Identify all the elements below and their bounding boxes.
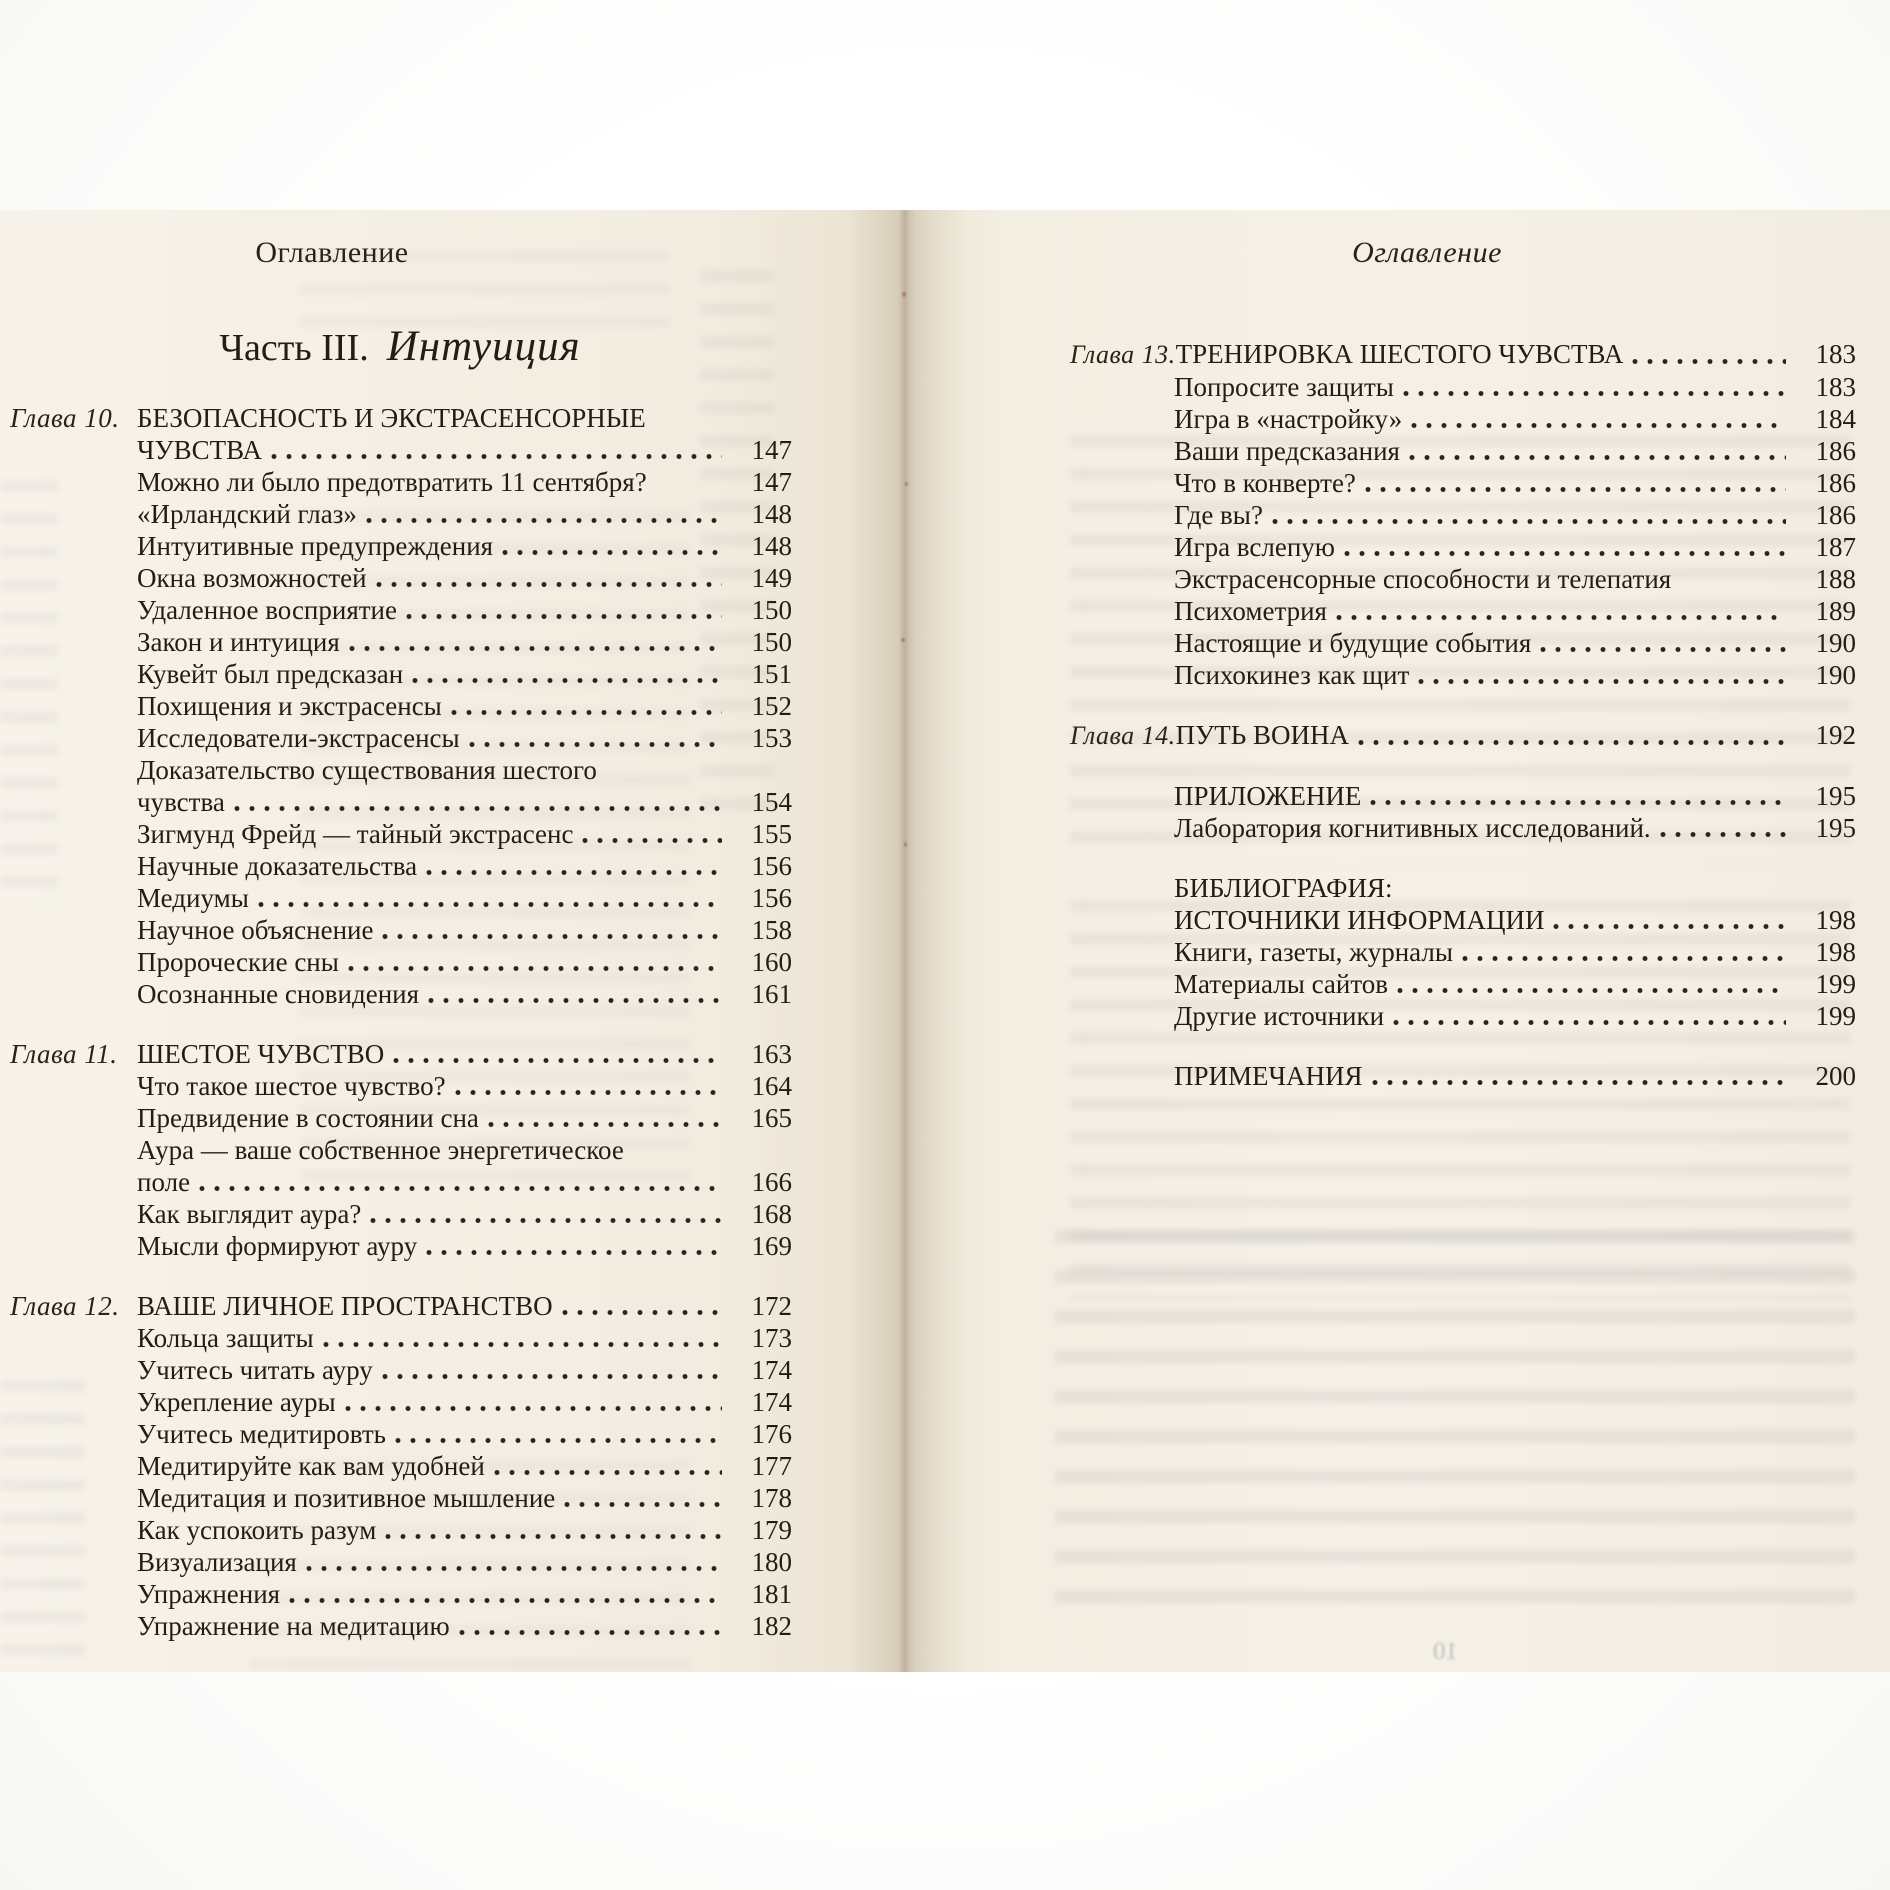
page-number: 173 (751, 1323, 792, 1353)
page-number: 156 (751, 851, 792, 881)
toc-row (10, 498, 792, 530)
toc-row (10, 626, 792, 658)
entry-title: Что такое шестое чувство? (137, 1071, 446, 1101)
entry-title: ШЕСТОЕ ЧУВСТВО (137, 1039, 385, 1069)
page-number: 187 (1815, 532, 1856, 562)
page-number: 168 (751, 1199, 792, 1229)
toc-row (10, 434, 792, 466)
page-number: 188 (1815, 564, 1856, 594)
entry-title: Упражнение на медитацию (137, 1611, 450, 1641)
dot-leader (502, 548, 722, 557)
page-number: 195 (1815, 781, 1856, 811)
page-number: 198 (1815, 905, 1856, 935)
toc-row (1070, 812, 1856, 844)
entry-title: Закон и интуиция (137, 627, 340, 657)
toc-row (10, 466, 792, 498)
page-number: 186 (1815, 436, 1856, 466)
page-number: 200 (1815, 1061, 1856, 1091)
chapter-label: Глава 14. (1070, 721, 1176, 750)
chapter-label: Глава 12. (10, 1291, 120, 1321)
toc-row (10, 1102, 792, 1134)
page-number: 198 (1815, 937, 1856, 967)
toc-row (10, 754, 792, 786)
page-number: 154 (751, 787, 792, 817)
entry-title: Пророческие сны (137, 947, 339, 977)
page-number: 163 (751, 1039, 792, 1069)
dot-leader (1660, 830, 1786, 839)
bleedthrough-text (1055, 1230, 1855, 1630)
dot-leader (395, 1436, 722, 1445)
book-spread (0, 210, 1890, 1672)
dot-leader (469, 740, 722, 749)
entry-title: Удаленное восприятие (137, 595, 397, 625)
dot-leader (306, 1564, 722, 1573)
page-number: 176 (751, 1419, 792, 1449)
page-number: 148 (751, 499, 792, 529)
dot-leader (385, 1532, 722, 1541)
entry-title: Осознанные сновидения (137, 979, 420, 1009)
entry-title: Мысли формируют ауру (137, 1231, 418, 1261)
toc-row (10, 1514, 792, 1546)
part-title: Интуиция (386, 323, 581, 370)
toc-row (10, 1578, 792, 1610)
page-number: 158 (751, 915, 792, 945)
page-number: 155 (751, 819, 792, 849)
page-number: 172 (751, 1291, 792, 1321)
page-number: 147 (751, 467, 792, 497)
toc-row (10, 722, 792, 754)
entry-title: Научное объяснение (137, 915, 374, 945)
dot-leader (406, 612, 722, 621)
page-number: 189 (1815, 596, 1856, 626)
toc-row (1070, 531, 1856, 563)
dot-leader (393, 1056, 722, 1065)
page-number: 177 (751, 1451, 792, 1481)
toc-row (10, 978, 792, 1010)
entry-title: Ваши предсказания (1174, 436, 1400, 466)
entry-title: Психометрия (1174, 596, 1327, 626)
toc-row (10, 818, 792, 850)
page-number: 192 (1815, 720, 1856, 750)
toc-left (10, 402, 792, 1642)
page-number: 180 (751, 1547, 792, 1577)
entry-title: Настоящие и будущие события (1174, 628, 1532, 658)
dot-leader (1344, 549, 1786, 558)
toc-row (1070, 1000, 1856, 1032)
toc-row (1070, 499, 1856, 531)
page-number: 150 (751, 595, 792, 625)
entry-title: БИБЛИОГРАФИЯ: (1174, 873, 1393, 903)
entry-title: Учитесь читать ауру (137, 1355, 373, 1385)
page-number: 190 (1815, 660, 1856, 690)
toc-row (10, 562, 792, 594)
dot-leader (451, 708, 722, 717)
page-number: 181 (751, 1579, 792, 1609)
page-number: 147 (751, 435, 792, 465)
dot-leader (564, 1500, 722, 1509)
entry-title: ВАШЕ ЛИЧНОЕ ПРОСТРАНСТВО (137, 1291, 553, 1321)
toc-row (10, 1166, 792, 1198)
toc-row (1070, 904, 1856, 936)
entry-title: Книги, газеты, журналы (1174, 937, 1454, 967)
entry-title: Зигмунд Фрейд — тайный экстрасенс (137, 819, 574, 849)
dot-leader (271, 452, 722, 461)
entry-title: Доказательство существования шестого (137, 755, 597, 785)
entry-title: чувства (137, 787, 225, 817)
dot-leader (1358, 738, 1786, 747)
toc-row (1070, 968, 1856, 1000)
page-number: 152 (751, 691, 792, 721)
dot-leader (426, 868, 722, 877)
entry-title: Окна возможностей (137, 563, 367, 593)
entry-title: ЧУВСТВА (137, 435, 262, 465)
dot-leader (366, 516, 722, 525)
toc-row (10, 1070, 792, 1102)
dot-leader (1393, 1018, 1786, 1027)
toc-row (1070, 467, 1856, 499)
entry-title: Исследователи-экстрасенсы (137, 723, 460, 753)
toc-row (10, 786, 792, 818)
toc-row (10, 1386, 792, 1418)
toc-row (1070, 872, 1856, 904)
chapter-label: Глава 13. (1070, 340, 1176, 369)
toc-row (1070, 659, 1856, 691)
page-number: 190 (1815, 628, 1856, 658)
dot-leader (199, 1184, 722, 1193)
toc-row (10, 1322, 792, 1354)
page-number: 184 (1815, 404, 1856, 434)
toc-row (1070, 595, 1856, 627)
toc-row (10, 690, 792, 722)
toc-row (10, 914, 792, 946)
entry-title: Медиумы (137, 883, 249, 913)
toc-row (1070, 403, 1856, 435)
page-number: 179 (751, 1515, 792, 1545)
toc-row (10, 1418, 792, 1450)
dot-leader (382, 932, 722, 941)
page-number: 161 (751, 979, 792, 1009)
toc-right (1070, 338, 1856, 1092)
chapter-label: Глава 10. (10, 403, 120, 433)
gutter-speck (901, 638, 905, 642)
dot-leader (494, 1468, 722, 1477)
entry-title: Визуализация (137, 1547, 297, 1577)
dot-leader (348, 964, 722, 973)
page-number: 199 (1815, 1001, 1856, 1031)
toc-row (1070, 936, 1856, 968)
gutter-speck (905, 482, 908, 486)
dot-leader (426, 1248, 722, 1257)
entry-title: Психокинез как щит (1174, 660, 1410, 690)
entry-title: ПРИМЕЧАНИЯ (1174, 1061, 1363, 1091)
dot-leader (1418, 677, 1786, 686)
dot-leader (258, 900, 722, 909)
dot-leader (412, 676, 722, 685)
entry-title: Игра вслепую (1174, 532, 1335, 562)
toc-row (10, 850, 792, 882)
toc-row (10, 1038, 792, 1070)
entry-title: Лаборатория когнитивных исследований. (1174, 813, 1651, 843)
dot-leader (376, 580, 722, 589)
entry-title: Материалы сайтов (1174, 969, 1389, 999)
page-number: 186 (1815, 500, 1856, 530)
dot-leader (562, 1308, 722, 1317)
entry-title: Как выглядит аура? (137, 1199, 362, 1229)
page-number: 183 (1815, 372, 1856, 402)
page-number: 169 (751, 1231, 792, 1261)
dot-leader (488, 1120, 722, 1129)
toc-row (10, 402, 792, 434)
toc-row (10, 1482, 792, 1514)
page-number: 182 (751, 1611, 792, 1641)
entry-title: «Ирландский глаз» (137, 499, 357, 529)
page-number: 166 (751, 1167, 792, 1197)
toc-row (1070, 780, 1856, 812)
entry-title: Что в конверте? (1174, 468, 1356, 498)
page-number: 186 (1815, 468, 1856, 498)
toc-row (1070, 563, 1856, 595)
chapter-label: Глава 11. (10, 1039, 118, 1069)
dot-leader (345, 1404, 722, 1413)
page-number: 174 (751, 1355, 792, 1385)
right-page (905, 210, 1890, 1672)
dot-leader (428, 996, 722, 1005)
toc-row (1070, 435, 1856, 467)
page-number: 149 (751, 563, 792, 593)
entry-title: Похищения и экстрасенсы (137, 691, 442, 721)
dot-leader (582, 836, 722, 845)
dot-leader (349, 644, 722, 653)
page-number: 174 (751, 1387, 792, 1417)
entry-title: поле (137, 1167, 191, 1197)
toc-row (1070, 338, 1856, 371)
toc-row (1070, 371, 1856, 403)
entry-title: Где вы? (1174, 500, 1263, 530)
entry-title: ПУТЬ ВОИНА (1175, 720, 1350, 750)
toc-row (1070, 1060, 1856, 1092)
dot-leader (1372, 1078, 1786, 1087)
entry-title: Игра в «настройку» (1174, 404, 1403, 434)
dot-leader (323, 1340, 722, 1349)
entry-title: Как успокоить разум (137, 1515, 377, 1545)
toc-row (10, 1546, 792, 1578)
page-number: 195 (1815, 813, 1856, 843)
dot-leader (1632, 357, 1786, 366)
dot-leader (459, 1628, 722, 1637)
entry-title: Предвидение в состоянии сна (137, 1103, 479, 1133)
entry-title: Можно ли было предотвратить 11 сентября? (137, 467, 647, 497)
dot-leader (1336, 613, 1786, 622)
entry-title: Другие источники (1174, 1001, 1385, 1031)
toc-row (1070, 719, 1856, 752)
page-number: 148 (751, 531, 792, 561)
page-number: 151 (751, 659, 792, 689)
toc-row (10, 1198, 792, 1230)
page-number: 199 (1815, 969, 1856, 999)
entry-title: Укрепление ауры (137, 1387, 336, 1417)
toc-row (10, 594, 792, 626)
entry-title: Кувейт был предсказан (137, 659, 404, 689)
dot-leader (455, 1088, 722, 1097)
dot-leader (370, 1216, 722, 1225)
toc-row (10, 882, 792, 914)
toc-row (10, 1610, 792, 1642)
entry-title: Научные доказательства (137, 851, 418, 881)
entry-title: Упражнения (137, 1579, 281, 1609)
entry-title: Кольца защиты (137, 1323, 314, 1353)
entry-title: ИСТОЧНИКИ ИНФОРМАЦИИ (1174, 905, 1545, 935)
toc-row (10, 658, 792, 690)
gutter-speck (902, 292, 906, 297)
dot-leader (1365, 485, 1786, 494)
entry-title: БЕЗОПАСНОСТЬ И ЭКСТРАСЕНСОРНЫЕ (137, 403, 646, 433)
entry-title: ТРЕНИРОВКА ШЕСТОГО ЧУВСТВА (1175, 339, 1624, 369)
part-heading (10, 322, 790, 371)
page-number: 160 (751, 947, 792, 977)
entry-title: Попросите защиты (1174, 372, 1394, 402)
toc-row (10, 1290, 792, 1322)
page-number: 150 (751, 627, 792, 657)
entry-title: Учитесь медитировть (137, 1419, 386, 1449)
entry-title: Интуитивные предупреждения (137, 531, 494, 561)
dot-leader (1553, 922, 1786, 931)
gutter-speck (904, 842, 907, 847)
entry-title: Экстрасенсорные способности и телепатия (1174, 564, 1672, 594)
toc-row (10, 530, 792, 562)
page-number: 178 (751, 1483, 792, 1513)
entry-title: ПРИЛОЖЕНИЕ (1174, 781, 1362, 811)
left-page-header: Оглавление (255, 236, 409, 269)
toc-row (1070, 627, 1856, 659)
bleedthrough-page-number: 10 (1433, 1638, 1458, 1665)
dot-leader (1370, 798, 1786, 807)
dot-leader (1462, 954, 1786, 963)
dot-leader (289, 1596, 722, 1605)
entry-title: Медитация и позитивное мышление (137, 1483, 556, 1513)
entry-title: Аура — ваше собственное энергетическое (137, 1135, 624, 1165)
dot-leader (382, 1372, 722, 1381)
page-number: 164 (751, 1071, 792, 1101)
dot-leader (1411, 421, 1786, 430)
dot-leader (234, 804, 722, 813)
toc-row (10, 1354, 792, 1386)
dot-leader (1272, 517, 1786, 526)
part-number: Часть III. (219, 327, 369, 369)
page-number: 153 (751, 723, 792, 753)
toc-row (10, 1230, 792, 1262)
dot-leader (1397, 986, 1786, 995)
page-number: 156 (751, 883, 792, 913)
page-number: 183 (1815, 339, 1856, 369)
right-page-header: Оглавление (1352, 236, 1502, 269)
toc-row (10, 1450, 792, 1482)
toc-row (10, 1134, 792, 1166)
dot-leader (1409, 453, 1786, 462)
page-number: 165 (751, 1103, 792, 1133)
dot-leader (1540, 645, 1786, 654)
dot-leader (1403, 389, 1786, 398)
left-page (0, 210, 905, 1672)
entry-title: Медитируйте как вам удобней (137, 1451, 485, 1481)
toc-row (10, 946, 792, 978)
